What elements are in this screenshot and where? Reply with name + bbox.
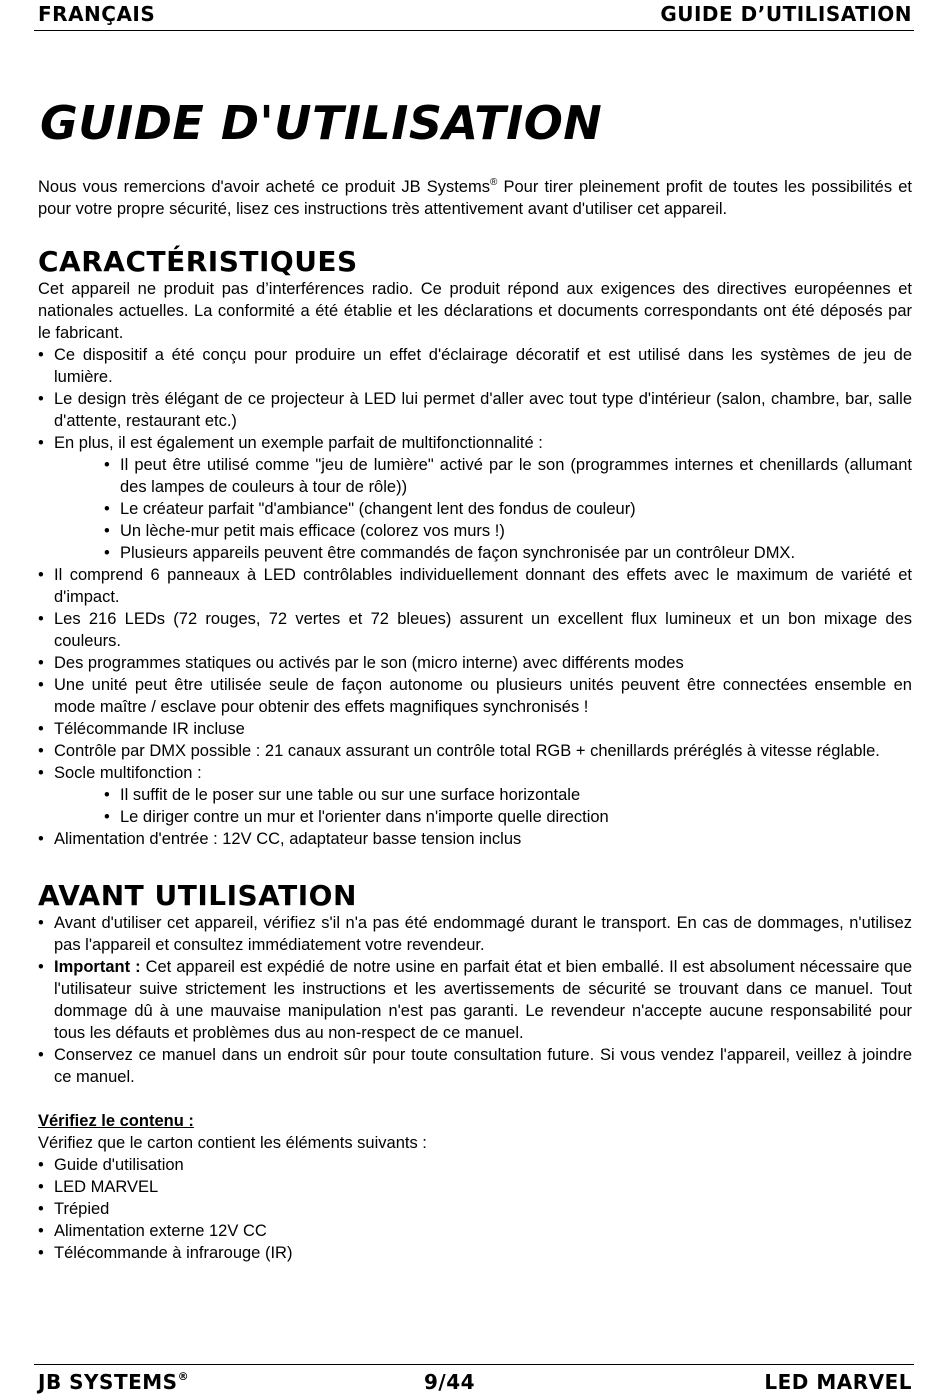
footer-brand-text: JB SYSTEMS	[38, 1370, 178, 1394]
list-item: • Télécommande à infrarouge (IR)	[38, 1242, 912, 1264]
features-heading: CARACTÉRISTIQUES	[38, 245, 358, 278]
header-language: FRANÇAIS	[38, 2, 156, 26]
before-use-heading: AVANT UTILISATION	[38, 879, 357, 912]
footer-brand	[38, 1370, 189, 1394]
list-item: • Le créateur parfait "d'ambiance" (changent lent des fondus de couleur)	[104, 498, 912, 520]
list-item-text: Socle multifonction :	[54, 764, 202, 782]
intro-text-start: Nous vous remercions d'avoir acheté ce produit JB Systems	[38, 178, 490, 196]
footer-product: LED MARVEL	[764, 1370, 912, 1394]
registered-mark: ®	[489, 177, 498, 188]
list-item-text: En plus, il est également un exemple parfait de multifonctionnalité :	[54, 434, 543, 452]
list-item	[38, 432, 912, 564]
list-item: • Le diriger contre un mur et l'orienter dans n'importe quelle direction	[104, 806, 912, 828]
footer-rule	[34, 1364, 914, 1365]
page-number: 9/44	[424, 1370, 476, 1394]
list-item: • Il suffit de le poser sur une table ou sur une surface horizontale	[104, 784, 912, 806]
intro-text-end: Pour tirer pleinement profit de toutes les possibilités et pour votre propre sécurité, lisez ces instructions très attentivement avant d'utiliser cet appareil.	[38, 178, 912, 218]
list-item: • Une unité peut être utilisée seule de façon autonome ou plusieurs unités peuvent être connectées ensemble en mode maître / esclave pour obtenir des effets magnifiques synchronisés !	[38, 674, 912, 718]
list-item: • Ce dispositif a été conçu pour produire un effet d'éclairage décoratif et est utilisé dans les systèmes de jeu de lumière.	[38, 344, 912, 388]
page-footer	[38, 1370, 912, 1396]
list-item: • Il peut être utilisé comme "jeu de lumière" activé par le son (programmes internes et chenillards (allumant des lampes de couleurs à tour de rôle))	[104, 454, 912, 498]
contents-heading: Vérifiez le contenu :	[38, 1112, 194, 1130]
header-rule	[34, 30, 914, 31]
list-item: • Le design très élégant de ce projecteur à LED lui permet d'aller avec tout type d'intérieur (salon, chambre, bar, salle d'attente, restaurant etc.)	[38, 388, 912, 432]
list-item	[38, 956, 912, 1044]
list-item: • Guide d'utilisation	[38, 1154, 912, 1176]
list-item: • Un lèche-mur petit mais efficace (colorez vos murs !)	[104, 520, 912, 542]
list-item: • Il comprend 6 panneaux à LED contrôlables individuellement donnant des effets avec le maximum de variété et d'impact.	[38, 564, 912, 608]
list-item: • Contrôle par DMX possible : 21 canaux assurant un contrôle total RGB + chenillards préréglés à vitesse réglable.	[38, 740, 912, 762]
list-item: • Alimentation externe 12V CC	[38, 1220, 912, 1242]
multifunction-sublist	[104, 454, 912, 564]
features-list	[38, 344, 912, 850]
header-section: GUIDE D’UTILISATION	[660, 2, 912, 26]
list-item: • Des programmes statiques ou activés par le son (micro interne) avec différents modes	[38, 652, 912, 674]
stand-sublist	[104, 784, 912, 828]
list-item: • Plusieurs appareils peuvent être commandés de façon synchronisée par un contrôleur DMX.	[104, 542, 912, 564]
list-item: • LED MARVEL	[38, 1176, 912, 1198]
page-title: GUIDE D'UTILISATION	[40, 96, 603, 150]
list-item: • Alimentation d'entrée : 12V CC, adaptateur basse tension inclus	[38, 828, 912, 850]
list-item	[38, 762, 912, 828]
contents-intro: Vérifiez que le carton contient les éléments suivants :	[38, 1134, 427, 1152]
page-content	[38, 176, 912, 1264]
important-label: Important :	[54, 958, 141, 976]
list-item: • Conservez ce manuel dans un endroit sûr pour toute consultation future. Si vous vendez l'appareil, veillez à joindre ce manuel.	[38, 1044, 912, 1088]
footer-registered-mark: ®	[177, 1370, 190, 1383]
intro-paragraph	[38, 176, 912, 220]
list-item: • Les 216 LEDs (72 rouges, 72 vertes et 72 bleues) assurent un excellent flux lumineux et un bon mixage des couleurs.	[38, 608, 912, 652]
contents-list	[38, 1154, 912, 1264]
important-text: Cet appareil est expédié de notre usine en parfait état et bien emballé. Il est absolument nécessaire que l'utilisateur suive strictement les instructions et les avertissements de sécurité se trouvant dans ce manuel. Tout dommage dû à une mauvaise manipulation n'est pas garanti. Le revendeur n'accepte aucune responsabilité pour tous les défauts et problèmes dus au non-respect de ce manuel.	[54, 958, 912, 1042]
list-item: • Avant d'utiliser cet appareil, vérifiez s'il n'a pas été endommagé durant le transport. En cas de dommages, n'utilisez pas l'appareil et consultez immédiatement votre revendeur.	[38, 912, 912, 956]
list-item: • Trépied	[38, 1198, 912, 1220]
features-paragraph: Cet appareil ne produit pas d’interférences radio. Ce produit répond aux exigences des directives européennes et nationales actuelles. La conformité a été établie et les déclarations et documents correspondants ont été déposés par le fabricant.	[38, 280, 912, 342]
page-header	[38, 2, 912, 28]
list-item: • Télécommande IR incluse	[38, 718, 912, 740]
before-use-list	[38, 912, 912, 1088]
